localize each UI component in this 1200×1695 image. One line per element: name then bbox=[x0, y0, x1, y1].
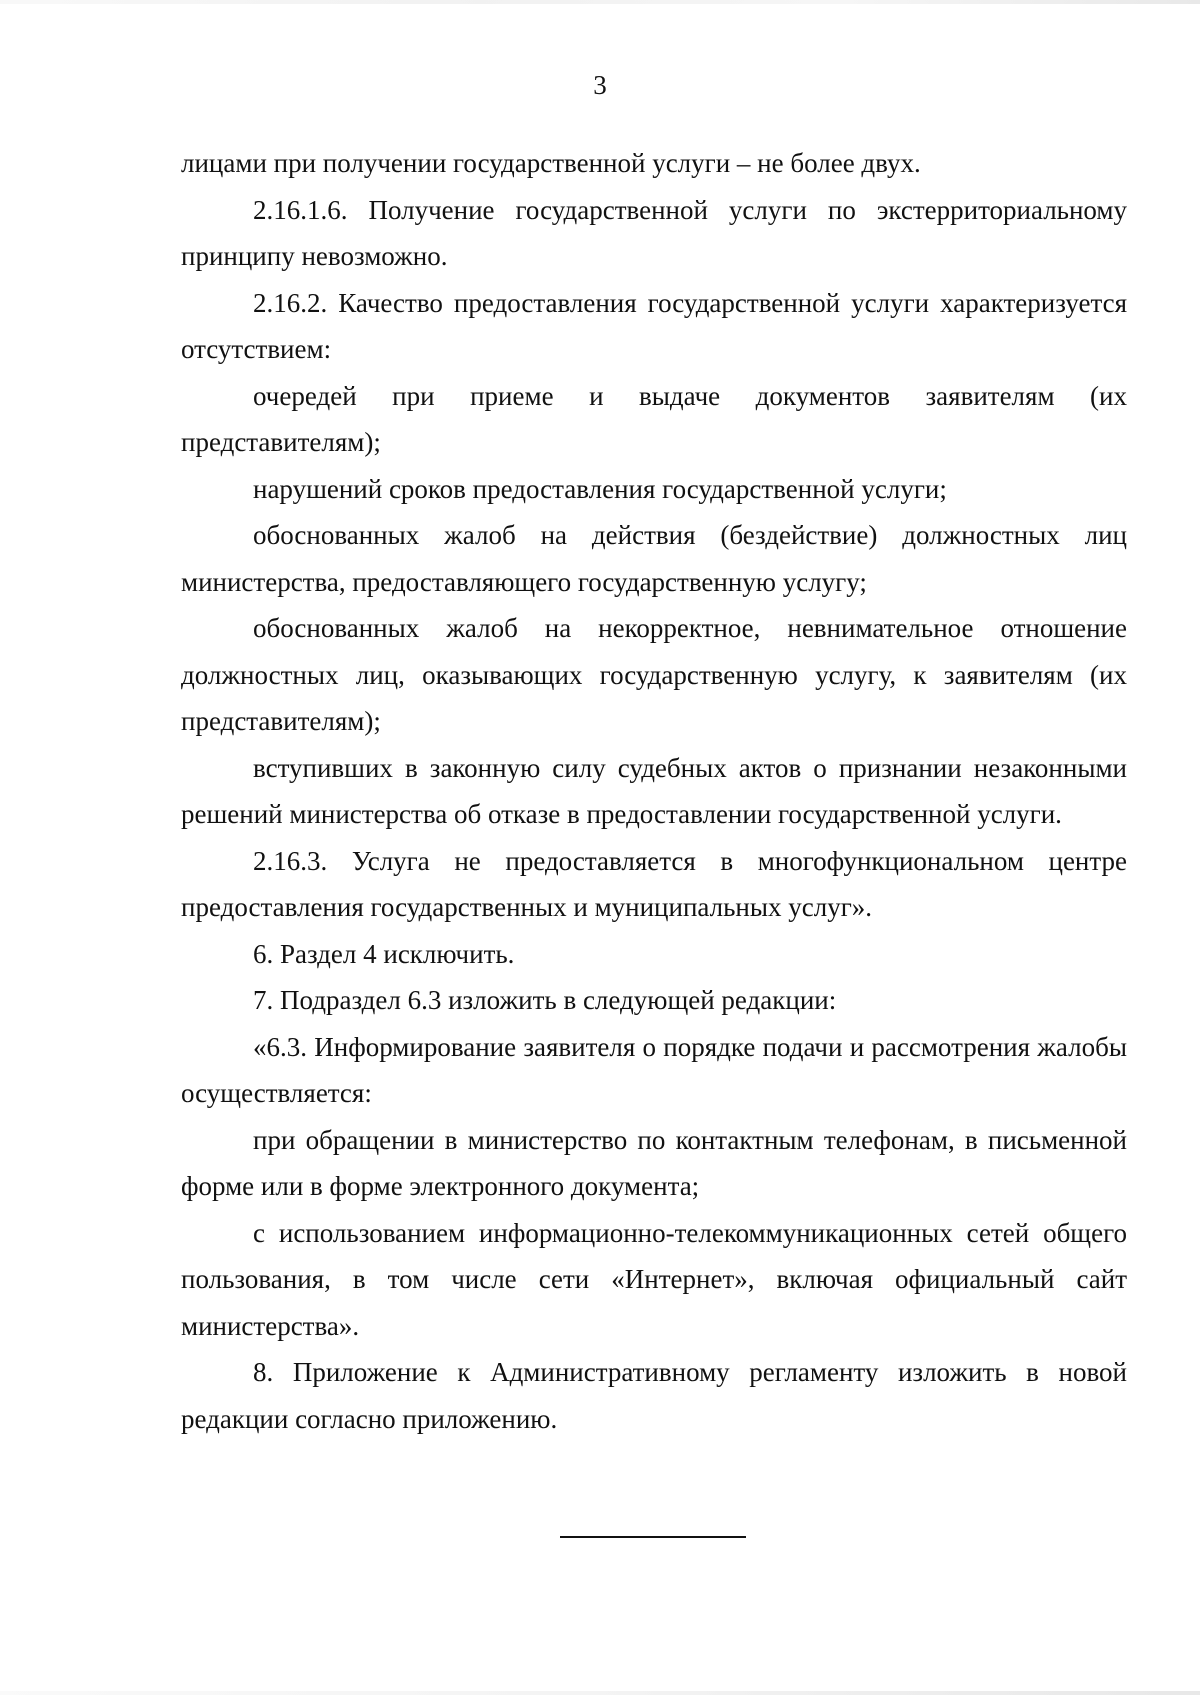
paragraph: 8. Приложение к Административному регламенту изложить в новой редакции согласно приложению. bbox=[181, 1357, 1127, 1434]
paragraph: при обращении в министерство по контактным телефонам, в письменной форме или в форме электронного документа; bbox=[181, 1124, 1127, 1201]
paragraph: 2.16.2. Качество предоставления государственной услуги характеризуется отсутствием: bbox=[181, 287, 1127, 364]
paragraph: 6. Раздел 4 исключить. bbox=[253, 938, 515, 969]
paragraph: с использованием информационно-телекоммуникационных сетей общего пользования, в том числе сети «Интернет», включая официальный сайт министерства». bbox=[181, 1217, 1127, 1341]
scan-edge-bottom bbox=[0, 1691, 1200, 1695]
paragraph: лицами при получении государственной услуги – не более двух. bbox=[181, 148, 921, 178]
paragraph: вступивших в законную силу судебных актов о признании незаконными решений министерства об отказе в предоставлении государственной услуги. bbox=[181, 752, 1127, 829]
paragraph: 7. Подраздел 6.3 изложить в следующей редакции: bbox=[253, 985, 837, 1015]
paragraph: обоснованных жалоб на некорректное, невнимательное отношение должностных лиц, оказывающих государственную услугу, к заявителям (их представителям); bbox=[181, 613, 1127, 736]
document-body bbox=[181, 140, 1127, 1442]
paragraph: «6.3. Информирование заявителя о порядке подачи и рассмотрения жалобы осуществляется: bbox=[181, 1031, 1127, 1108]
paragraph: очередей при приеме и выдаче документов заявителям (их представителям); bbox=[181, 380, 1127, 457]
paragraph: 2.16.1.6. Получение государственной услуги по экстерриториальному принципу невозможно. bbox=[181, 194, 1127, 271]
paragraph: нарушений сроков предоставления государственной услуги; bbox=[253, 473, 947, 504]
end-separator-line bbox=[560, 1536, 746, 1538]
paragraph: 2.16.3. Услуга не предоставляется в многофункциональном центре предоставления государственных и муниципальных услуг». bbox=[181, 845, 1127, 922]
paragraph: обоснованных жалоб на действия (бездействие) должностных лиц министерства, предоставляющего государственную услугу; bbox=[181, 520, 1127, 597]
page-number: 3 bbox=[593, 70, 607, 100]
scan-edge-top bbox=[0, 0, 1200, 4]
